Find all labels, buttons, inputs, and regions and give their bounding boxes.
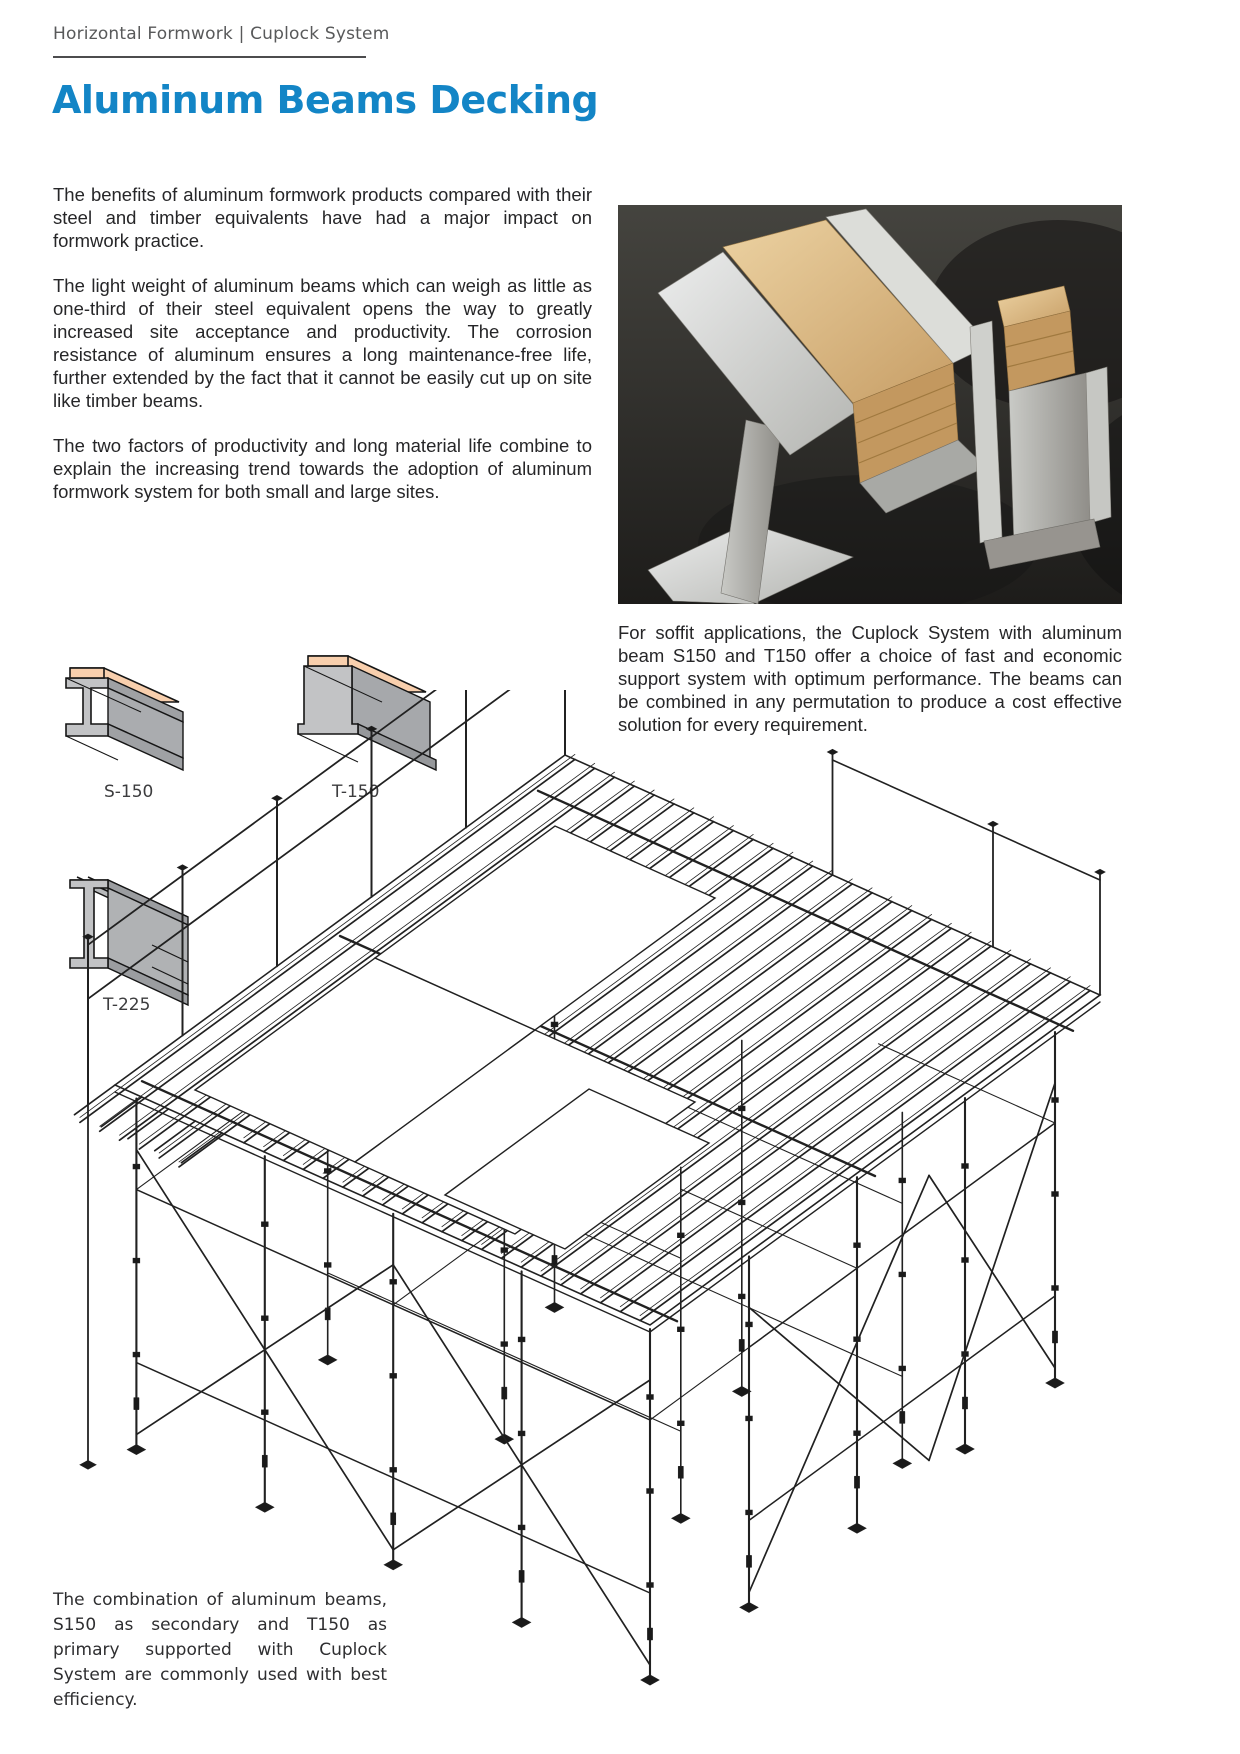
beam-photo-image xyxy=(618,205,1122,604)
drawing-caption: The combination of aluminum beams, S150 as secondary and T150 as primary supported with Cuplock System are commonly used with best efficiency. xyxy=(53,1590,387,1710)
beam-label-s150: S-150 xyxy=(104,782,154,802)
isometric-decking-svg xyxy=(30,690,1190,1720)
beam-label-t225: T-225 xyxy=(103,995,151,1015)
beam-photo xyxy=(618,205,1122,604)
intro-text xyxy=(53,183,592,525)
intro-paragraph-2: The light weight of aluminum beams which can weigh as little as one-third of their steel equivalent opens the way to greatly increased site acceptance and productivity. The corrosion resistance of aluminum ensures a long maintenance-free life, further extended by the fact that it cannot be easily cut up on site like timber beams. xyxy=(53,275,592,411)
breadcrumb-underline xyxy=(53,56,366,58)
page-title: Aluminum Beams Decking xyxy=(52,78,599,122)
photo-caption: For soffit applications, the Cuplock System with aluminum beam S150 and T150 offer a choice of fast and economic support system with optimum performance. The beams can be combined in any permutation to produce a cost effective solution for every requirement. xyxy=(618,622,1122,735)
intro-paragraph-1: The benefits of aluminum formwork products compared with their steel and timber equivalents have had a major impact on formwork practice. xyxy=(53,184,592,251)
isometric-decking-drawing xyxy=(30,690,1190,1720)
intro-paragraph-3: The two factors of productivity and long material life combine to explain the increasing trend towards the adoption of aluminum formwork system for both small and large sites. xyxy=(53,435,592,502)
beam-label-t150: T-150 xyxy=(332,782,380,802)
breadcrumb: Horizontal Formwork | Cuplock System xyxy=(53,24,390,44)
